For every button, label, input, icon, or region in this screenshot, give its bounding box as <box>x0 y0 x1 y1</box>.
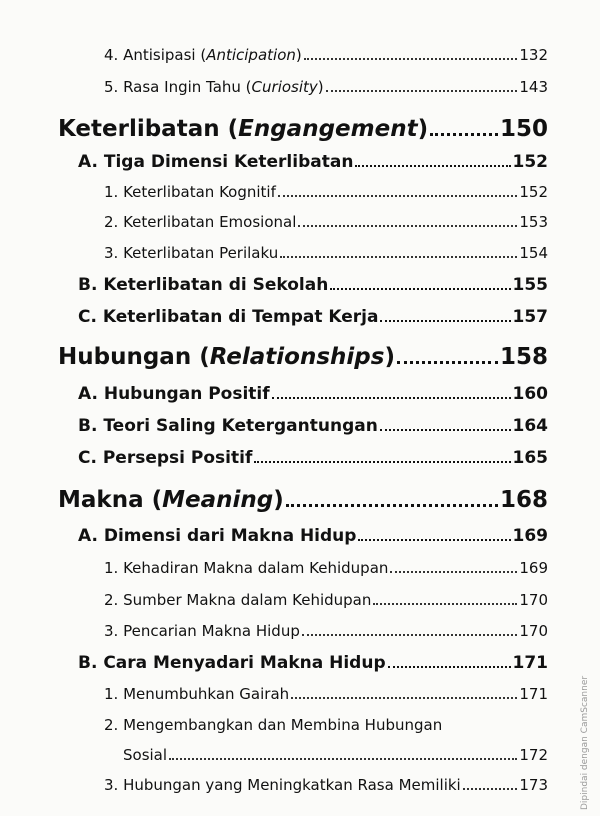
toc-section-label: A. Hubungan Positif <box>78 384 270 404</box>
toc-page-number: 171 <box>512 653 548 673</box>
toc-section-row <box>78 152 548 172</box>
toc-row <box>104 559 548 577</box>
toc-row <box>104 716 548 734</box>
toc-leader-dots <box>397 361 498 364</box>
toc-page-number: 160 <box>512 384 548 404</box>
toc-label: 1. Keterlibatan Kognitif <box>104 183 276 201</box>
toc-leader-dots <box>390 571 517 573</box>
toc-row <box>104 685 548 703</box>
toc-leader-dots <box>169 758 517 760</box>
toc-leader-dots <box>430 133 498 136</box>
toc-leader-dots <box>330 288 510 290</box>
toc-section-row <box>78 307 548 327</box>
toc-page-number: 155 <box>512 275 548 295</box>
toc-page-number: 132 <box>519 46 548 64</box>
toc-row <box>104 622 548 640</box>
toc-section-row <box>78 416 548 436</box>
toc-page-number: 171 <box>519 685 548 703</box>
toc-chapter-row <box>58 487 548 513</box>
toc-leader-dots <box>380 429 511 431</box>
toc-row-continuation <box>123 746 548 764</box>
toc-row <box>104 78 548 96</box>
toc-row <box>104 183 548 201</box>
toc-leader-dots <box>463 788 518 790</box>
toc-row <box>104 776 548 794</box>
toc-chapter-label: Keterlibatan (Engangement) <box>58 116 429 142</box>
toc-leader-dots <box>326 90 518 92</box>
toc-label: Sosial <box>123 746 168 764</box>
toc-section-row <box>78 526 548 546</box>
toc-page-number: 150 <box>499 116 548 142</box>
toc-row <box>104 46 548 64</box>
toc-section-label: B. Cara Menyadari Makna Hidup <box>78 653 386 673</box>
toc-row <box>104 591 548 609</box>
scanner-watermark: Dipindai dengan CamScanner <box>580 675 590 810</box>
toc-label: 2. Keterlibatan Emosional <box>104 213 297 231</box>
toc-label: 3. Keterlibatan Perilaku <box>104 244 279 262</box>
toc-chapter-row <box>58 116 548 142</box>
toc-page-number: 153 <box>519 213 548 231</box>
toc-section-label: A. Dimensi dari Makna Hidup <box>78 526 357 546</box>
toc-leader-dots <box>302 634 518 636</box>
toc-section-row <box>78 275 548 295</box>
toc-page-number: 169 <box>512 526 548 546</box>
toc-section-label: C. Keterlibatan di Tempat Kerja <box>78 307 379 327</box>
toc-leader-dots <box>388 666 511 668</box>
toc-page-number: 172 <box>519 746 548 764</box>
toc-section-label: B. Keterlibatan di Sekolah <box>78 275 329 295</box>
toc-page-number: 157 <box>512 307 548 327</box>
toc-page-number: 152 <box>519 183 548 201</box>
toc-chapter-row <box>58 344 548 370</box>
toc-label: 3. Pencarian Makna Hidup <box>104 622 300 640</box>
toc-row <box>104 213 548 231</box>
toc-page-number: 154 <box>519 244 548 262</box>
toc-label: 1. Menumbuhkan Gairah <box>104 685 290 703</box>
toc-label: 1. Kehadiran Makna dalam Kehidupan <box>104 559 389 577</box>
toc-leader-dots <box>380 320 510 322</box>
toc-leader-dots <box>355 165 510 167</box>
toc-label: 3. Hubungan yang Meningkatkan Rasa Memiliki <box>104 776 461 794</box>
toc-page-number: 170 <box>519 622 548 640</box>
toc-chapter-label: Hubungan (Relationships) <box>58 344 395 370</box>
toc-leader-dots <box>280 256 517 258</box>
toc-page-number: 173 <box>519 776 548 794</box>
toc-leader-dots <box>298 225 517 227</box>
toc-page-number: 164 <box>512 416 548 436</box>
toc-leader-dots <box>254 461 510 463</box>
toc-section-row <box>78 448 548 468</box>
toc-label: 2. Mengembangkan dan Membina Hubungan <box>104 716 443 734</box>
toc-page-number: 165 <box>512 448 548 468</box>
toc-leader-dots <box>373 603 517 605</box>
toc-label: 4. Antisipasi (Anticipation) <box>104 46 302 64</box>
toc-page-number: 169 <box>519 559 548 577</box>
toc-page-number: 168 <box>499 487 548 513</box>
toc-leader-dots <box>358 539 510 541</box>
toc-chapter-label: Makna (Meaning) <box>58 487 284 513</box>
toc-leader-dots <box>291 697 517 699</box>
toc-page-number: 158 <box>499 344 548 370</box>
toc-section-row <box>78 384 548 404</box>
toc-section-label: A. Tiga Dimensi Keterlibatan <box>78 152 354 172</box>
toc-page-number: 170 <box>519 591 548 609</box>
toc-leader-dots <box>286 504 498 507</box>
toc-leader-dots <box>272 397 511 399</box>
toc-row <box>104 244 548 262</box>
toc-section-row <box>78 653 548 673</box>
toc-section-label: B. Teori Saling Ketergantungan <box>78 416 378 436</box>
toc-section-label: C. Persepsi Positif <box>78 448 253 468</box>
toc-leader-dots <box>278 195 517 197</box>
toc-page-number: 143 <box>519 78 548 96</box>
toc-label: 2. Sumber Makna dalam Kehidupan <box>104 591 372 609</box>
toc-leader-dots <box>304 58 518 60</box>
toc-label: 5. Rasa Ingin Tahu (Curiosity) <box>104 78 324 96</box>
toc-page-number: 152 <box>512 152 548 172</box>
